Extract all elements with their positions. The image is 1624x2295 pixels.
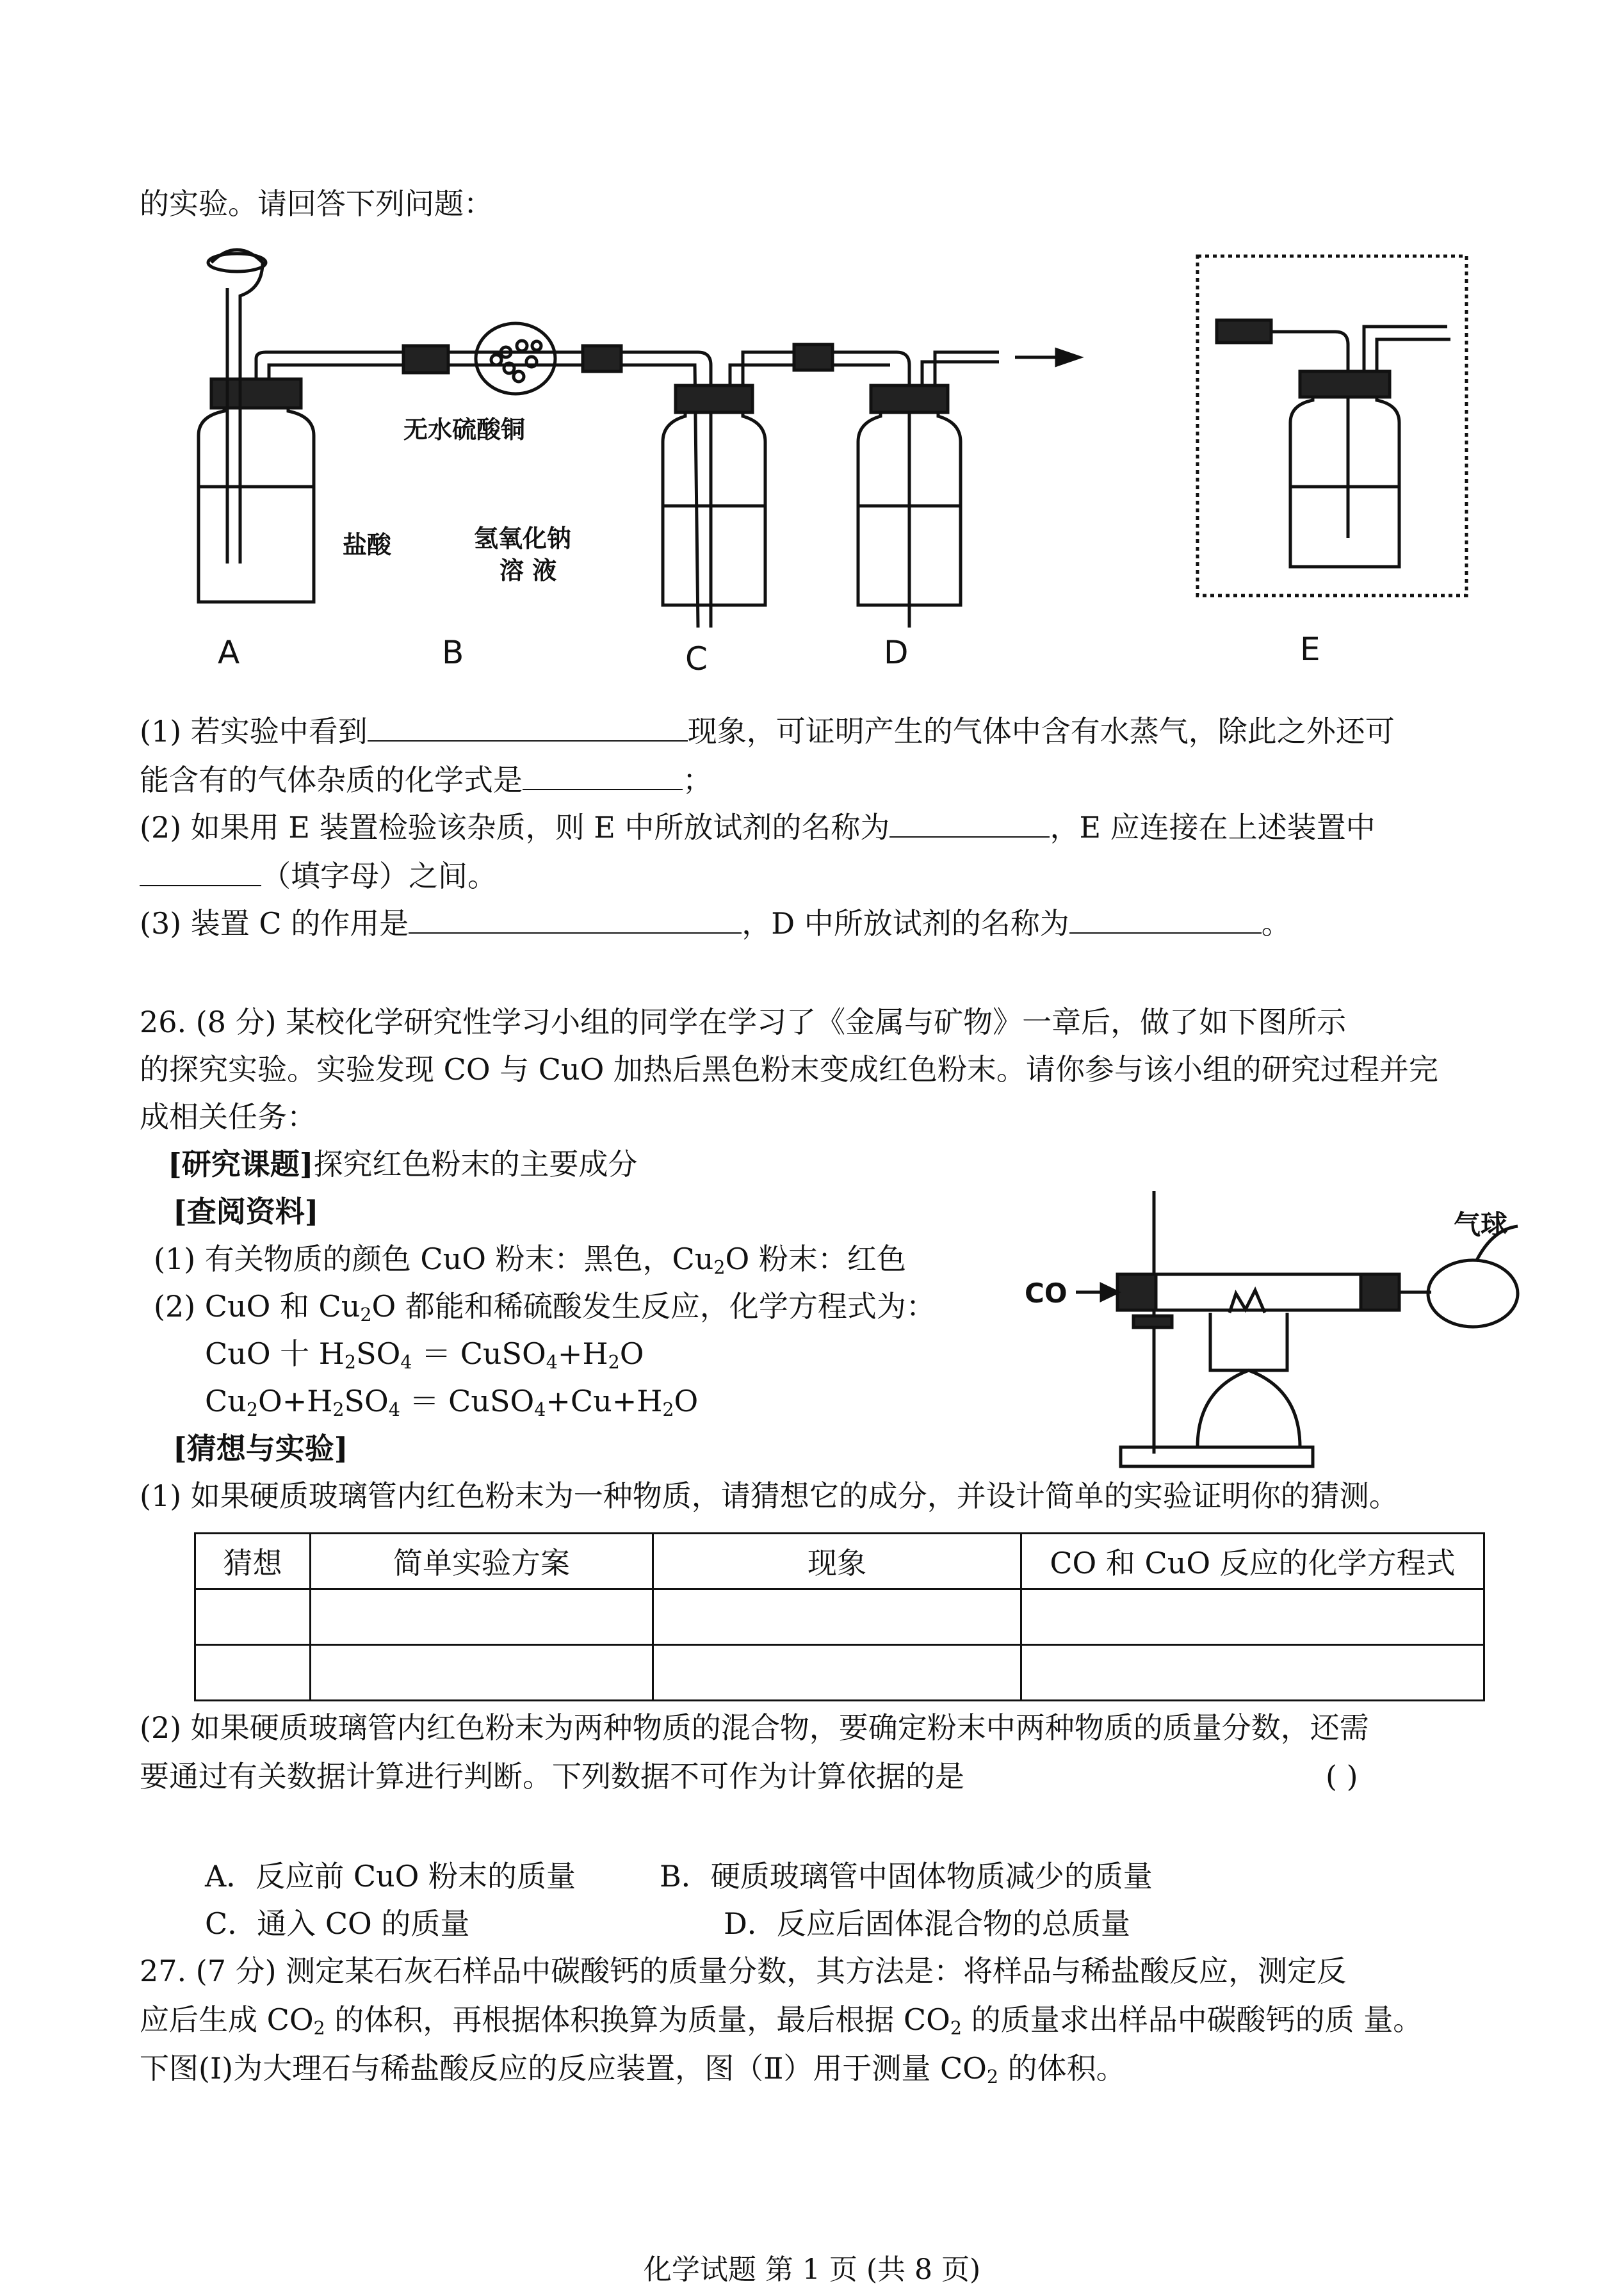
- label-e: E: [1300, 631, 1320, 668]
- table-cell[interactable]: [195, 1645, 311, 1701]
- text: （填字母）之间。: [261, 859, 497, 893]
- sub: 4: [388, 1399, 400, 1421]
- text: 应后生成 CO: [140, 2002, 314, 2037]
- table-cell[interactable]: [1021, 1645, 1484, 1701]
- label-co: CO: [1025, 1277, 1068, 1309]
- sub: 4: [400, 1352, 412, 1374]
- text: ＝ CuSO: [400, 1384, 535, 1418]
- text: Cu: [205, 1384, 247, 1418]
- table-row: [195, 1589, 1484, 1645]
- sub: 2: [344, 1352, 357, 1374]
- q26-g1: (1) 如果硬质玻璃管内红色粉末为一种物质，请猜想它的成分，并设计简单的实验证明你的猜测。: [140, 1479, 1399, 1513]
- answer-blank[interactable]: [1069, 904, 1262, 934]
- sub: 2: [950, 2018, 962, 2040]
- text: 的质量求出样品中碳酸钙的质 量。: [962, 2002, 1423, 2037]
- text: SO: [344, 1384, 389, 1418]
- q25-p2-line2: [140, 857, 497, 895]
- label-naoh-1: 氢氧化钠: [474, 524, 572, 553]
- text: +Cu+H: [546, 1384, 663, 1418]
- text: O 都能和稀硫酸发生反应，化学方程式为：: [371, 1289, 936, 1324]
- text: (2) CuO 和 Cu: [154, 1289, 361, 1324]
- q25-p1-line2: [140, 761, 712, 799]
- q26-guess-tag: [猜想与实验]: [173, 1431, 348, 1466]
- sub: 4: [546, 1352, 558, 1374]
- q25-p1-line1: [140, 712, 1395, 750]
- text: (1) 若实验中看到: [140, 714, 368, 749]
- q26-ref2: [154, 1287, 936, 1334]
- label-c: C: [685, 640, 708, 677]
- q27-line3: [140, 2049, 1126, 2096]
- table-cell[interactable]: [195, 1589, 311, 1645]
- answer-blank[interactable]: [523, 761, 683, 790]
- text: ，E 应连接在上述装置中: [1050, 810, 1376, 845]
- sub: 2: [246, 1399, 258, 1421]
- text: SO: [356, 1336, 401, 1371]
- sub: 2: [662, 1399, 674, 1421]
- co-apparatus-figure: [1005, 1178, 1531, 1473]
- option-d[interactable]: D．反应后固体混合物的总质量: [724, 1906, 1130, 1941]
- text: ；: [683, 763, 712, 797]
- apparatus-figure: [186, 243, 1479, 679]
- sub: 2: [313, 2018, 325, 2040]
- text: 的体积。: [998, 2051, 1126, 2086]
- sub: 4: [534, 1399, 546, 1421]
- topic: 探究红色粉末的主要成分: [313, 1147, 638, 1181]
- label-hcl: 盐酸: [343, 531, 392, 559]
- answer-blank[interactable]: [889, 808, 1050, 838]
- option-b[interactable]: B．硬质玻璃管中固体物质减少的质量: [660, 1859, 1153, 1894]
- co-apparatus-diagram: [1005, 1178, 1531, 1473]
- text: O: [619, 1336, 644, 1371]
- text: 的体积，再根据体积换算为质量，最后根据 CO: [325, 2002, 950, 2037]
- table-cell[interactable]: [1021, 1589, 1484, 1645]
- q26-intro2: 的探究实验。实验发现 CO 与 CuO 加热后黑色粉末变成红色粉末。请你参与该小组的研究过程并完: [140, 1052, 1438, 1087]
- table-header: 现象: [653, 1534, 1021, 1589]
- table-header-row: [195, 1534, 1484, 1589]
- page-footer: 化学试题 第 1 页 (共 8 页): [643, 2253, 981, 2286]
- text: O+H: [257, 1384, 333, 1418]
- subscript: 2: [360, 1304, 372, 1326]
- q26-eq2: [205, 1382, 698, 1429]
- apparatus-diagram: [186, 243, 1479, 679]
- q27-line2: [140, 2000, 1422, 2048]
- q26-intro3: 成相关任务：: [140, 1099, 316, 1134]
- q26-eq1: [205, 1334, 644, 1382]
- answer-blank[interactable]: [368, 712, 688, 742]
- sub: 2: [608, 1352, 620, 1374]
- q25-p2-line1: [140, 808, 1376, 847]
- option-a[interactable]: A．反应前 CuO 粉末的质量: [205, 1859, 576, 1894]
- text: (2) 如果用 E 装置检验该杂质，则 E 中所放试剂的名称为: [140, 810, 890, 845]
- text: 下图(Ⅰ)为大理石与稀盐酸反应的反应装置，图（Ⅱ）用于测量 CO: [140, 2051, 987, 2086]
- table-cell[interactable]: [653, 1645, 1021, 1701]
- table-cell[interactable]: [653, 1589, 1021, 1645]
- answer-paren[interactable]: ( ): [1326, 1759, 1358, 1794]
- q26-ref1: [154, 1240, 906, 1287]
- text: O 粉末：红色: [725, 1242, 906, 1276]
- sub: 2: [986, 2066, 999, 2088]
- text: 能含有的气体杂质的化学式是: [140, 763, 523, 797]
- label-b: B: [442, 634, 464, 671]
- text: ＝ CuSO: [412, 1336, 546, 1371]
- text: (3) 装置 C 的作用是: [140, 906, 409, 941]
- q26-intro1: 26. (8 分) 某校化学研究性学习小组的同学在学习了《金属与矿物》一章后，做了如下图所示: [140, 1005, 1347, 1039]
- q26-g2a: (2) 如果硬质玻璃管内红色粉末为两种物质的混合物，要确定粉末中两种物质的质量分数，还需: [140, 1710, 1369, 1745]
- subscript: 2: [713, 1257, 726, 1279]
- table-header: 简单实验方案: [311, 1534, 653, 1589]
- intro-line: 的实验。请回答下列问题：: [140, 186, 493, 221]
- q26-ref-tag: [查阅资料]: [173, 1194, 319, 1229]
- table-header: 猜想: [195, 1534, 311, 1589]
- option-c[interactable]: C．通入 CO 的质量: [205, 1906, 470, 1941]
- text: O: [674, 1384, 699, 1418]
- label-cuso4: 无水硫酸铜: [403, 416, 526, 444]
- text: 现象，可证明产生的气体中含有水蒸气，除此之外还可: [687, 714, 1395, 749]
- table-cell[interactable]: [311, 1645, 653, 1701]
- text: +H: [557, 1336, 608, 1371]
- label-balloon: 气球: [1454, 1209, 1508, 1240]
- answer-blank[interactable]: [409, 904, 742, 934]
- q26-topic: [168, 1145, 638, 1183]
- topic-tag: [研究课题]: [168, 1147, 314, 1181]
- label-naoh-2: 溶 液: [499, 556, 557, 585]
- label-d: D: [884, 634, 909, 671]
- text: CuO 十 H: [205, 1336, 345, 1371]
- table-header: CO 和 CuO 反应的化学方程式: [1021, 1534, 1484, 1589]
- sub: 2: [332, 1399, 345, 1421]
- experiment-table: [194, 1532, 1485, 1701]
- text: 。: [1261, 906, 1291, 941]
- text: ，D 中所放试剂的名称为: [742, 906, 1069, 941]
- label-a: A: [218, 634, 240, 671]
- table-row: [195, 1645, 1484, 1701]
- q26-g2b: 要通过有关数据计算进行判断。下列数据不可作为计算依据的是: [140, 1759, 964, 1794]
- q25-p3: [140, 904, 1291, 943]
- text: (1) 有关物质的颜色 CuO 粉末：黑色，Cu: [154, 1242, 714, 1276]
- answer-blank[interactable]: [140, 857, 261, 886]
- table-cell[interactable]: [311, 1589, 653, 1645]
- q27-line1: 27. (7 分) 测定某石灰石样品中碳酸钙的质量分数，其方法是：将样品与稀盐酸反应，测定反: [140, 1954, 1347, 1988]
